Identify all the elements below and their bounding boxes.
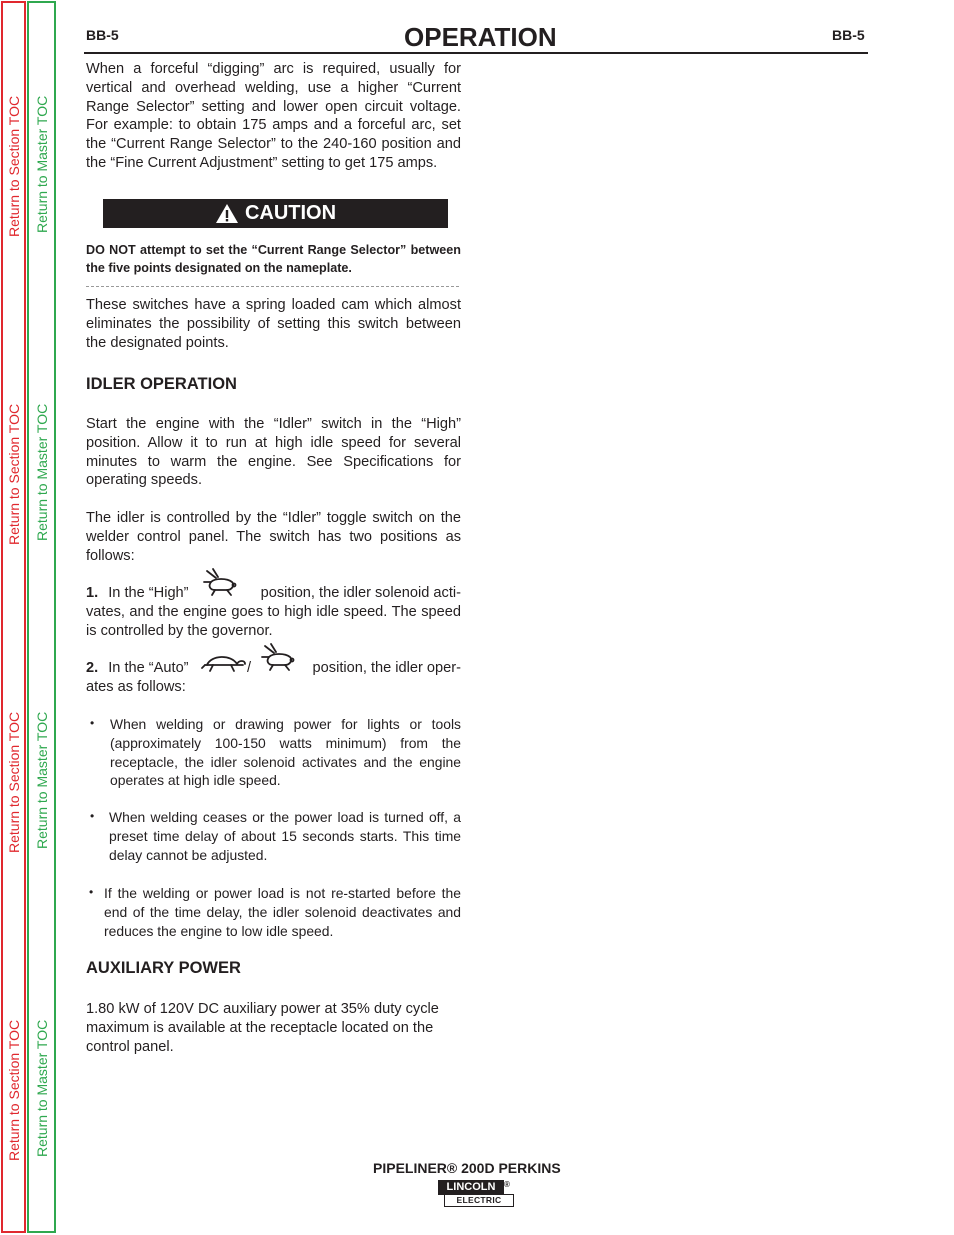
page-number-right: BB-5 [832, 27, 865, 43]
dashed-divider [86, 286, 459, 287]
idler-bullet-2: When welding ceases or the power load is turned off, a preset time delay of about 15 seconds starts. This time delay cannot be adjusted. [109, 809, 461, 863]
bullet-mark-1: • [90, 716, 95, 730]
rabbit-icon [201, 568, 239, 598]
return-to-master-toc-link-1[interactable]: Return to Master TOC [34, 95, 50, 233]
caution-banner [103, 199, 448, 228]
bullet-mark-2: • [90, 809, 95, 823]
page-title: OPERATION [404, 22, 557, 52]
page-number-left: BB-5 [86, 27, 119, 43]
idler-operation-heading: IDLER OPERATION [86, 375, 237, 393]
switch-note-paragraph: These switches have a spring loaded cam which almost eliminates the possibility of setting this switch between the designated points. [86, 297, 461, 351]
logo-electric: ELECTRIC [444, 1194, 514, 1207]
caution-text: DO NOT attempt to set the “Current Range Selector” between the five points designated on the nameplate. [86, 243, 461, 275]
idler-item-2-continuation: ates as follows: [86, 679, 186, 695]
auxiliary-power-paragraph: 1.80 kW of 120V DC auxiliary power at 35% duty cycle maximum is available at the receptacle located on the control panel. [86, 1001, 439, 1055]
header-rule [84, 52, 868, 54]
item-2-number: 2. [86, 660, 99, 676]
item-2-separator: / [247, 660, 252, 676]
idler-bullet-1: When welding or drawing power for lights or tools (approximately 100-150 watts minimum) from the receptacle, the idler solenoid activates and the engine operates at high idle speed. [110, 716, 461, 789]
item-1-text-a: In the “High” [108, 585, 189, 601]
return-to-section-toc-link-3[interactable]: Return to Section TOC [6, 711, 22, 853]
logo-lincoln: LINCOLN [438, 1180, 504, 1195]
caution-label: CAUTION [244, 202, 337, 224]
idler-bullet-3: If the welding or power load is not re-started before the end of the time delay, the idler solenoid deactivates and reduces the engine to low idle speed. [104, 885, 461, 939]
item-1-number: 1. [86, 585, 99, 601]
idler-paragraph-1: Start the engine with the “Idler” switch in the “High” position. Allow it to run at high idle speed for several minutes to warm the engine. See Specifications for operating speeds. [86, 416, 461, 489]
return-to-section-toc-link-2[interactable]: Return to Section TOC [6, 403, 22, 545]
logo-registered-mark: ® [504, 1180, 510, 1189]
return-to-section-toc-link-4[interactable]: Return to Section TOC [6, 1019, 22, 1161]
turtle-icon [201, 650, 247, 676]
return-to-section-toc-link-1[interactable]: Return to Section TOC [6, 95, 22, 237]
idler-item-2-line-1b: position, the idler oper- [312, 660, 461, 676]
return-to-master-toc-link-2[interactable]: Return to Master TOC [34, 403, 50, 541]
idler-item-1-continuation: vates, and the engine goes to high idle speed. The speed is controlled by the governor. [86, 604, 461, 639]
return-to-master-toc-link-4[interactable]: Return to Master TOC [34, 1019, 50, 1157]
footer-product-name: PIPELINER® 200D PERKINS [373, 1160, 561, 1176]
lincoln-electric-logo [438, 1180, 514, 1207]
idler-item-1-line-1b: position, the idler solenoid acti- [260, 585, 461, 601]
rabbit-icon [259, 643, 297, 673]
auxiliary-power-heading: AUXILIARY POWER [86, 959, 241, 977]
warning-triangle-icon [215, 203, 239, 224]
bullet-mark-3: • [89, 885, 94, 899]
idler-paragraph-2: The idler is controlled by the “Idler” toggle switch on the welder control panel. The switch has two positions as follows: [86, 510, 461, 564]
item-2-text-a: In the “Auto” [108, 660, 189, 676]
intro-paragraph: When a forceful “digging” arc is required, usually for vertical and overhead welding, use a higher “Current Range Selector” setting and lower open circuit voltage. For example: to obtain 175 amps and a forceful arc, set the “Current Range Selector” to the 240-160 position and the “Fine Current Adjustment” setting to get 175 amps. [86, 61, 461, 171]
return-to-master-toc-link-3[interactable]: Return to Master TOC [34, 711, 50, 849]
